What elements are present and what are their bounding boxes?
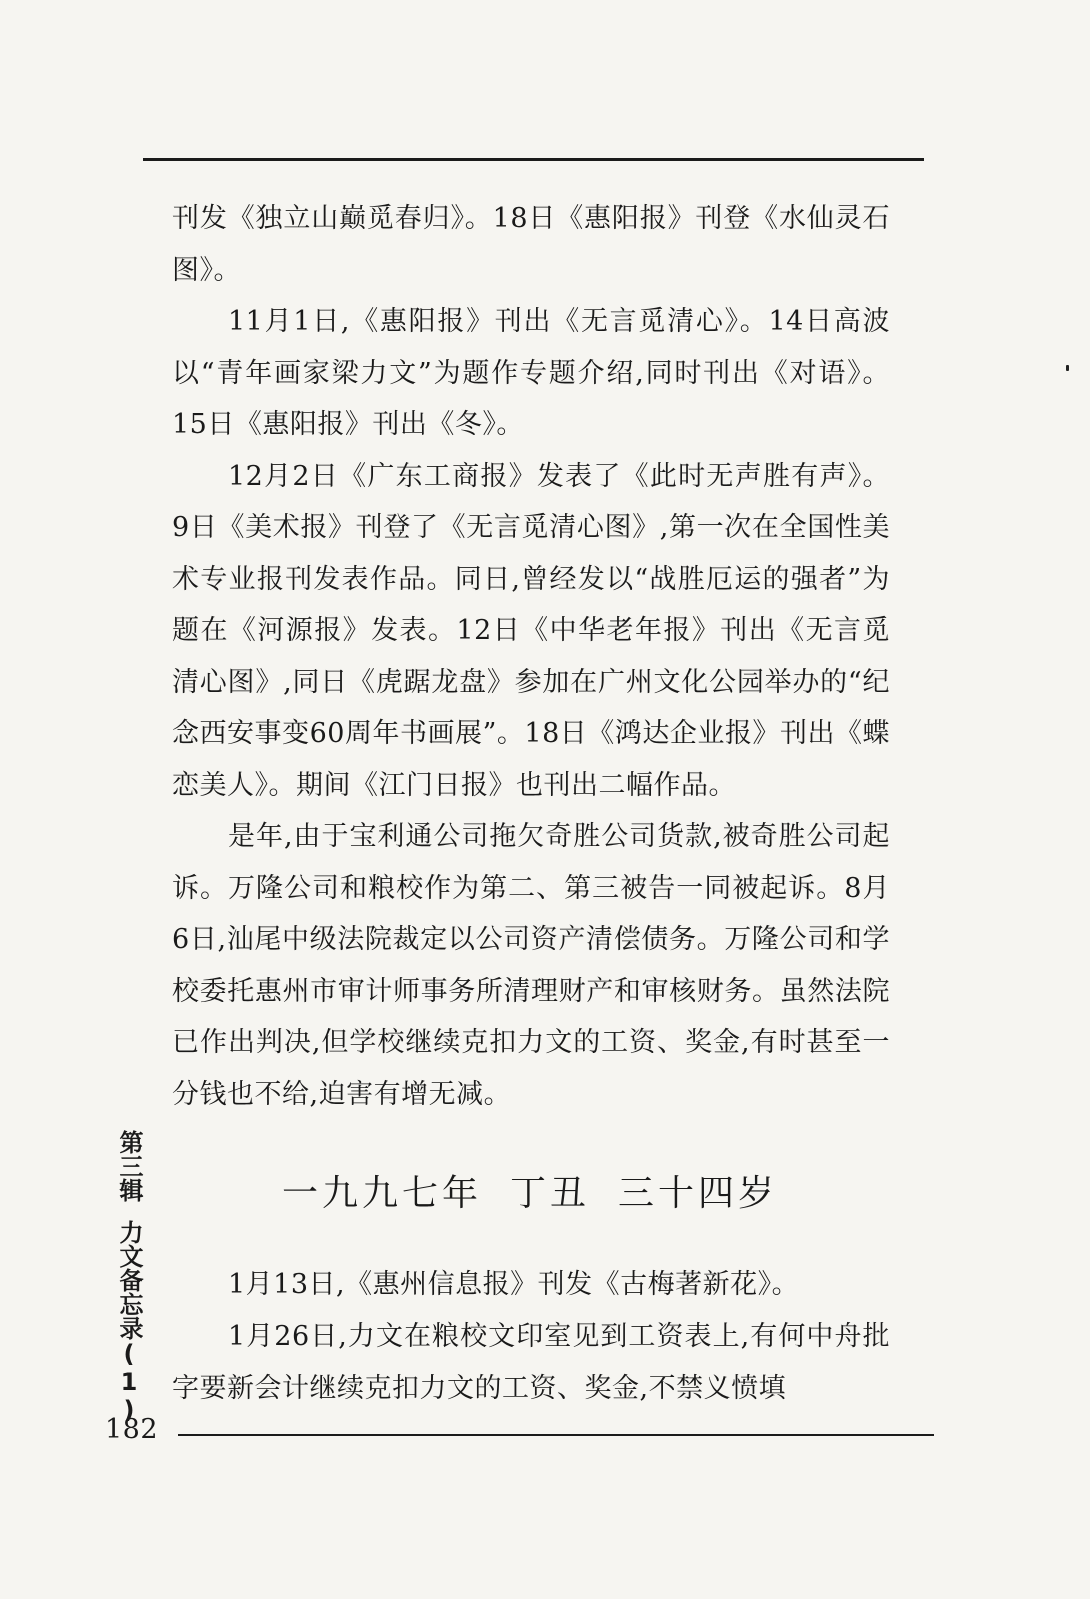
page-number: 182 bbox=[105, 1414, 159, 1445]
paragraph-jan-13: 1月13日,《惠州信息报》刊发《古梅著新花》。 bbox=[228, 1269, 800, 1300]
paragraph-november: 11月1日,《惠阳报》刊出《无言觅清心》。14日高波以“青年画家梁力文”为题作专题介绍,同时刊出《对语》。15日《惠阳报》刊出《冬》。 bbox=[172, 306, 890, 440]
year-heading bbox=[250, 1165, 810, 1216]
paragraph-year-lawsuit: 是年,由于宝利通公司拖欠奇胜公司货款,被奇胜公司起诉。万隆公司和粮校作为第二、第三被告一同被起诉。8月6日,汕尾中级法院裁定以公司资产清偿债务。万隆公司和学校委托惠州市审计师事务所清理财产和审核财务。虽然法院已作出判决,但学校继续克扣力文的工资、奖金,有时甚至一分钱也不给,迫害有增无减。 bbox=[172, 821, 890, 1110]
heading-ganzhi: 丁丑 bbox=[509, 1173, 590, 1214]
paragraph-continuation: 刊发《独立山巅觅春归》。18日《惠阳报》刊登《水仙灵石图》。 bbox=[172, 203, 890, 286]
main-text-block bbox=[172, 193, 890, 1120]
heading-age: 三十四岁 bbox=[618, 1173, 779, 1214]
running-side-title bbox=[112, 1130, 146, 1424]
paragraph-jan-26: 1月26日,力文在粮校文印室见到工资表上,有何中舟批字要新会计继续克扣力文的工资、奖金,不禁义愤填 bbox=[172, 1321, 890, 1404]
side-title-part: 第三辑 bbox=[115, 1130, 143, 1202]
footer-rule bbox=[178, 1434, 934, 1436]
side-title-volume: (1) bbox=[115, 1340, 143, 1424]
side-title-name: 力文备忘录 bbox=[115, 1220, 143, 1340]
heading-year: 一九九七年 bbox=[281, 1173, 482, 1214]
header-rule bbox=[143, 158, 924, 161]
second-text-block bbox=[172, 1259, 890, 1415]
scan-speck bbox=[1066, 365, 1069, 371]
paragraph-december: 12月2日《广东工商报》发表了《此时无声胜有声》。9日《美术报》刊登了《无言觅清心图》,第一次在全国性美术专业报刊发表作品。同日,曾经发以“战胜厄运的强者”为题在《河源报》发表。12日《中华老年报》刊出《无言觅清心图》,同日《虎踞龙盘》参加在广州文化公园举办的“纪念西安事变60周年书画展”。18日《鸿达企业报》刊出《蝶恋美人》。期间《江门日报》也刊出二幅作品。 bbox=[172, 460, 890, 801]
